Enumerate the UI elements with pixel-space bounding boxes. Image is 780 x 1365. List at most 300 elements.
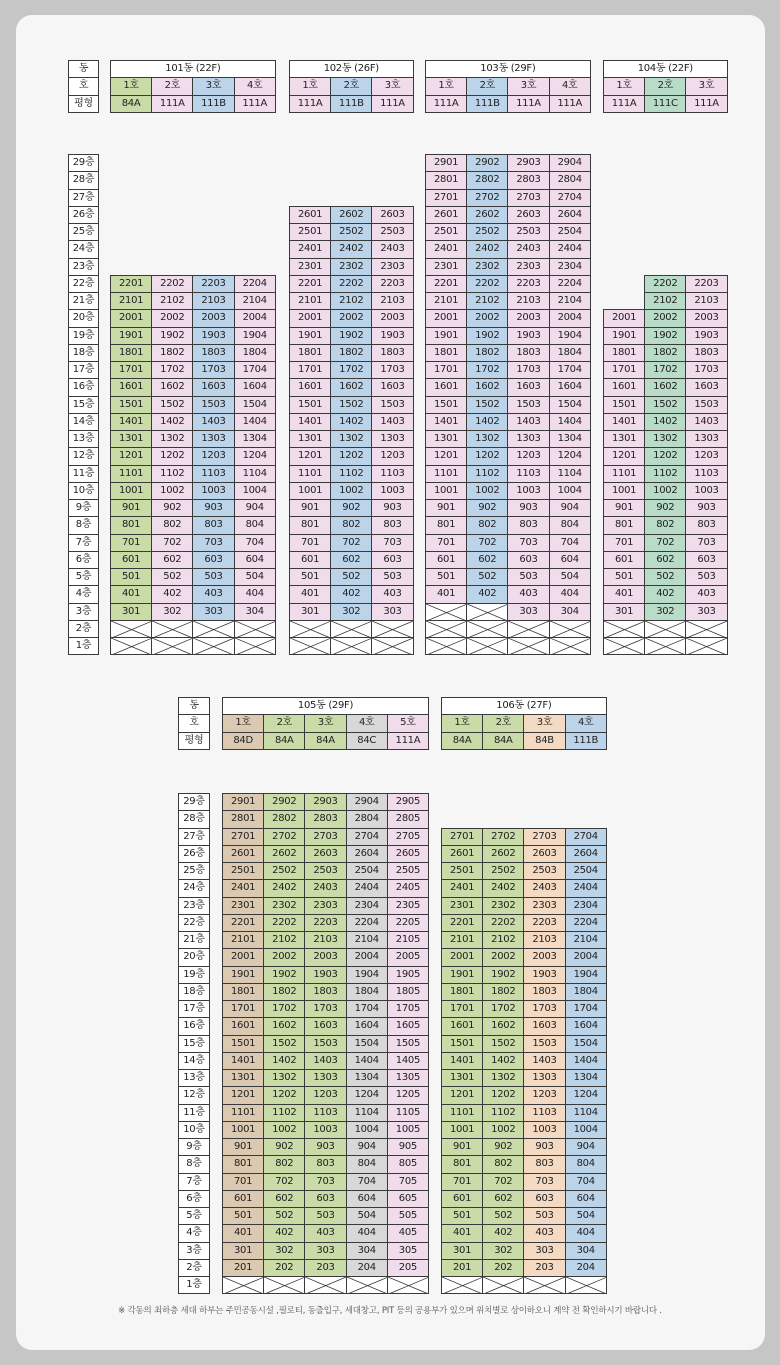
unit-cell: 1303 — [685, 430, 727, 448]
blocked-unit-cell — [603, 637, 645, 655]
unit-cell: 1302 — [151, 430, 193, 448]
unit-cell: 904 — [234, 499, 276, 517]
unit-cell: 1202 — [644, 447, 686, 465]
unit-cell: 2601 — [425, 206, 467, 224]
unit-cell: 404 — [549, 585, 591, 603]
unit-cell: 1402 — [644, 413, 686, 431]
blocked-unit-cell — [603, 620, 645, 638]
unit-cell: 1402 — [482, 1052, 524, 1070]
blocked-unit-cell — [304, 1276, 346, 1294]
unit-cell: 1803 — [371, 344, 413, 362]
unit-cell: 1703 — [371, 361, 413, 379]
unit-cell: 2802 — [466, 171, 508, 189]
unit-cell: 701 — [222, 1173, 264, 1191]
unit-cell: 2103 — [304, 931, 346, 949]
unit-cell: 1104 — [549, 465, 591, 483]
unit-cell: 902 — [330, 499, 372, 517]
unit-cell: 902 — [263, 1138, 305, 1156]
unit-cell: 1404 — [346, 1052, 388, 1070]
unit-cell: 1602 — [644, 378, 686, 396]
unit-cell: 2601 — [441, 845, 483, 863]
unit-cell: 604 — [346, 1190, 388, 1208]
unit-cell: 1201 — [425, 447, 467, 465]
unit-cell: 1004 — [346, 1121, 388, 1139]
unit-cell: 1102 — [482, 1104, 524, 1122]
unit-cell: 903 — [304, 1138, 346, 1156]
blocked-unit-cell — [507, 637, 549, 655]
unit-cell: 1204 — [565, 1086, 607, 1104]
unit-cell: 604 — [234, 551, 276, 569]
unit-cell: 1203 — [523, 1086, 565, 1104]
unit-cell: 1301 — [425, 430, 467, 448]
unit-cell: 2803 — [507, 171, 549, 189]
unit-cell: 1004 — [565, 1121, 607, 1139]
unit-cell: 1002 — [482, 1121, 524, 1139]
unit-cell: 1502 — [263, 1035, 305, 1053]
unit-cell: 1001 — [441, 1121, 483, 1139]
unit-cell: 1503 — [685, 396, 727, 414]
unit-cell: 1303 — [507, 430, 549, 448]
unit-cell: 1801 — [425, 344, 467, 362]
unit-cell: 904 — [565, 1138, 607, 1156]
unit-cell: 403 — [192, 585, 234, 603]
unit-cell: 902 — [644, 499, 686, 517]
floor-label: 18층 — [178, 983, 210, 1001]
unit-cell: 903 — [507, 499, 549, 517]
unit-cell: 2303 — [371, 258, 413, 276]
unit-cell: 2703 — [523, 828, 565, 846]
floor-label: 10층 — [178, 1121, 210, 1139]
unit-cell: 303 — [304, 1242, 346, 1260]
building-name: 106동 (27F) — [441, 697, 607, 715]
unit-line-label: 4호 — [549, 77, 591, 95]
floor-label: 5층 — [178, 1207, 210, 1225]
unit-cell: 2103 — [523, 931, 565, 949]
floor-label: 3층 — [178, 1242, 210, 1260]
unit-cell: 1002 — [330, 482, 372, 500]
unit-cell: 604 — [565, 1190, 607, 1208]
unit-cell: 1502 — [330, 396, 372, 414]
unit-cell: 803 — [685, 516, 727, 534]
blocked-cross-icon — [645, 621, 686, 638]
floor-label: 6층 — [178, 1190, 210, 1208]
unit-cell: 1803 — [304, 983, 346, 1001]
unit-cell: 1901 — [603, 327, 645, 345]
unit-cell: 1503 — [523, 1035, 565, 1053]
unit-type-label: 111A — [234, 95, 276, 113]
unit-cell: 1903 — [523, 966, 565, 984]
unit-cell: 2304 — [565, 897, 607, 915]
floor-label: 21층 — [68, 292, 99, 310]
blocked-cross-icon — [508, 621, 549, 638]
unit-cell: 1201 — [289, 447, 331, 465]
unit-type-label: 84A — [304, 732, 346, 750]
unit-cell: 2402 — [263, 879, 305, 897]
unit-cell: 1301 — [110, 430, 152, 448]
floor-label: 19층 — [68, 327, 99, 345]
unit-cell: 2701 — [425, 189, 467, 207]
unit-cell: 2002 — [330, 309, 372, 327]
unit-cell: 1703 — [304, 1000, 346, 1018]
unit-cell: 704 — [549, 534, 591, 552]
unit-cell: 1404 — [565, 1052, 607, 1070]
unit-cell: 2204 — [565, 914, 607, 932]
blocked-unit-cell — [192, 620, 234, 638]
floor-label: 26층 — [178, 845, 210, 863]
unit-cell: 2404 — [346, 879, 388, 897]
unit-cell: 301 — [110, 603, 152, 621]
unit-cell: 2203 — [192, 275, 234, 293]
unit-cell: 1702 — [466, 361, 508, 379]
unit-cell: 302 — [263, 1242, 305, 1260]
unit-cell: 2401 — [441, 879, 483, 897]
unit-cell: 1004 — [549, 482, 591, 500]
unit-cell: 2702 — [466, 189, 508, 207]
unit-line-label: 1호 — [441, 714, 483, 732]
unit-cell: 2602 — [482, 845, 524, 863]
unit-cell: 1402 — [330, 413, 372, 431]
floor-label: 28층 — [68, 171, 99, 189]
blocked-cross-icon — [331, 638, 372, 655]
blocked-cross-icon — [604, 621, 645, 638]
unit-cell: 802 — [644, 516, 686, 534]
unit-cell: 1302 — [263, 1069, 305, 1087]
unit-cell: 1603 — [685, 378, 727, 396]
unit-cell: 602 — [151, 551, 193, 569]
unit-cell: 1701 — [603, 361, 645, 379]
unit-cell: 1503 — [304, 1035, 346, 1053]
unit-cell: 1401 — [110, 413, 152, 431]
unit-cell: 1902 — [151, 327, 193, 345]
unit-cell: 2503 — [507, 223, 549, 241]
unit-cell: 1004 — [234, 482, 276, 500]
unit-cell: 1405 — [387, 1052, 429, 1070]
floor-label: 21층 — [178, 931, 210, 949]
unit-cell: 1403 — [523, 1052, 565, 1070]
unit-cell: 1903 — [507, 327, 549, 345]
unit-cell: 703 — [523, 1173, 565, 1191]
unit-cell: 2403 — [507, 240, 549, 258]
unit-cell: 1302 — [466, 430, 508, 448]
unit-cell: 905 — [387, 1138, 429, 1156]
unit-cell: 2202 — [644, 275, 686, 293]
blocked-cross-icon — [566, 1277, 607, 1294]
unit-cell: 1401 — [289, 413, 331, 431]
unit-cell: 2104 — [549, 292, 591, 310]
unit-type-label: 111A — [685, 95, 727, 113]
unit-cell: 1902 — [466, 327, 508, 345]
unit-cell: 1702 — [263, 1000, 305, 1018]
unit-cell: 902 — [466, 499, 508, 517]
unit-cell: 1701 — [222, 1000, 264, 1018]
unit-cell: 1803 — [523, 983, 565, 1001]
unit-cell: 2604 — [565, 845, 607, 863]
blocked-cross-icon — [264, 1277, 305, 1294]
unit-cell: 1304 — [549, 430, 591, 448]
unit-cell: 1902 — [482, 966, 524, 984]
unit-cell: 804 — [346, 1155, 388, 1173]
blocked-unit-cell — [110, 637, 152, 655]
unit-cell: 1101 — [110, 465, 152, 483]
unit-cell: 2301 — [222, 897, 264, 915]
unit-cell: 703 — [304, 1173, 346, 1191]
unit-cell: 1103 — [371, 465, 413, 483]
unit-cell: 2002 — [151, 309, 193, 327]
unit-cell: 903 — [523, 1138, 565, 1156]
floor-label: 9층 — [178, 1138, 210, 1156]
floor-label: 11층 — [178, 1104, 210, 1122]
blocked-unit-cell — [263, 1276, 305, 1294]
unit-cell: 2203 — [304, 914, 346, 932]
floor-label: 2층 — [178, 1259, 210, 1277]
unit-cell: 702 — [644, 534, 686, 552]
unit-cell: 1201 — [110, 447, 152, 465]
blocked-unit-cell — [466, 603, 508, 621]
unit-cell: 2203 — [523, 914, 565, 932]
unit-cell: 302 — [644, 603, 686, 621]
unit-cell: 1901 — [222, 966, 264, 984]
unit-cell: 1904 — [234, 327, 276, 345]
unit-cell: 1504 — [346, 1035, 388, 1053]
blocked-cross-icon — [426, 604, 467, 621]
unit-cell: 805 — [387, 1155, 429, 1173]
unit-cell: 403 — [304, 1224, 346, 1242]
unit-cell: 501 — [441, 1207, 483, 1225]
unit-cell: 2503 — [304, 862, 346, 880]
unit-cell: 1604 — [234, 378, 276, 396]
unit-cell: 2102 — [644, 292, 686, 310]
unit-cell: 803 — [523, 1155, 565, 1173]
section-1-ho-label: 호 — [68, 77, 99, 95]
unit-cell: 2002 — [644, 309, 686, 327]
blocked-cross-icon — [467, 621, 508, 638]
blocked-cross-icon — [467, 638, 508, 655]
blocked-cross-icon — [686, 621, 727, 638]
unit-cell: 702 — [330, 534, 372, 552]
unit-cell: 603 — [507, 551, 549, 569]
unit-cell: 901 — [110, 499, 152, 517]
unit-cell: 301 — [603, 603, 645, 621]
unit-cell: 702 — [151, 534, 193, 552]
blocked-unit-cell — [549, 620, 591, 638]
unit-cell: 2101 — [110, 292, 152, 310]
unit-cell: 1103 — [507, 465, 549, 483]
unit-cell: 901 — [222, 1138, 264, 1156]
unit-cell: 1402 — [151, 413, 193, 431]
unit-type-label: 111A — [507, 95, 549, 113]
unit-cell: 2503 — [523, 862, 565, 880]
floor-label: 14층 — [178, 1052, 210, 1070]
unit-cell: 2001 — [110, 309, 152, 327]
unit-line-label: 2호 — [644, 77, 686, 95]
unit-cell: 2201 — [222, 914, 264, 932]
unit-cell: 1301 — [603, 430, 645, 448]
unit-cell: 1804 — [549, 344, 591, 362]
floor-label: 17층 — [68, 361, 99, 379]
unit-cell: 2105 — [387, 931, 429, 949]
unit-cell: 303 — [507, 603, 549, 621]
unit-cell: 2101 — [289, 292, 331, 310]
blocked-cross-icon — [152, 621, 193, 638]
unit-cell: 1402 — [263, 1052, 305, 1070]
blocked-unit-cell — [507, 620, 549, 638]
blocked-unit-cell — [549, 637, 591, 655]
blocked-cross-icon — [508, 638, 549, 655]
unit-cell: 1005 — [387, 1121, 429, 1139]
unit-cell: 1603 — [192, 378, 234, 396]
unit-cell: 402 — [151, 585, 193, 603]
unit-cell: 402 — [644, 585, 686, 603]
blocked-unit-cell — [387, 1276, 429, 1294]
unit-cell: 801 — [222, 1155, 264, 1173]
unit-cell: 1102 — [466, 465, 508, 483]
unit-cell: 1301 — [222, 1069, 264, 1087]
unit-cell: 1204 — [234, 447, 276, 465]
unit-cell: 2203 — [507, 275, 549, 293]
unit-cell: 1501 — [110, 396, 152, 414]
unit-line-label: 4호 — [234, 77, 276, 95]
floor-label: 7층 — [178, 1173, 210, 1191]
unit-cell: 1204 — [549, 447, 591, 465]
unit-cell: 1804 — [565, 983, 607, 1001]
unit-type-label: 111A — [289, 95, 331, 113]
unit-cell: 205 — [387, 1259, 429, 1277]
blocked-unit-cell — [466, 620, 508, 638]
unit-type-label: 111A — [387, 732, 429, 750]
unit-cell: 1102 — [151, 465, 193, 483]
blocked-unit-cell — [425, 637, 467, 655]
unit-cell: 2101 — [425, 292, 467, 310]
unit-cell: 2401 — [425, 240, 467, 258]
unit-cell: 804 — [565, 1155, 607, 1173]
building-name: 101동 (22F) — [110, 60, 276, 78]
blocked-unit-cell — [482, 1276, 524, 1294]
unit-cell: 1903 — [371, 327, 413, 345]
unit-cell: 405 — [387, 1224, 429, 1242]
unit-cell: 1103 — [685, 465, 727, 483]
unit-cell: 1002 — [151, 482, 193, 500]
unit-line-label: 1호 — [289, 77, 331, 95]
unit-line-label: 2호 — [330, 77, 372, 95]
blocked-cross-icon — [152, 638, 193, 655]
unit-cell: 1601 — [603, 378, 645, 396]
unit-cell: 503 — [523, 1207, 565, 1225]
unit-line-label: 5호 — [387, 714, 429, 732]
unit-cell: 1703 — [507, 361, 549, 379]
unit-cell: 2002 — [466, 309, 508, 327]
unit-cell: 1702 — [482, 1000, 524, 1018]
blocked-cross-icon — [524, 1277, 565, 1294]
unit-type-label: 84A — [441, 732, 483, 750]
unit-cell: 1603 — [304, 1017, 346, 1035]
unit-cell: 702 — [466, 534, 508, 552]
unit-cell: 804 — [234, 516, 276, 534]
unit-cell: 401 — [425, 585, 467, 603]
unit-cell: 2502 — [482, 862, 524, 880]
unit-cell: 1603 — [523, 1017, 565, 1035]
blocked-unit-cell — [234, 620, 276, 638]
blocked-unit-cell — [466, 637, 508, 655]
unit-cell: 303 — [192, 603, 234, 621]
unit-cell: 1704 — [234, 361, 276, 379]
unit-cell: 2203 — [371, 275, 413, 293]
unit-cell: 1303 — [523, 1069, 565, 1087]
unit-cell: 1904 — [346, 966, 388, 984]
unit-cell: 802 — [330, 516, 372, 534]
floor-label: 1층 — [68, 637, 99, 655]
unit-type-label: 84B — [523, 732, 565, 750]
floor-label: 13층 — [178, 1069, 210, 1087]
unit-cell: 1301 — [441, 1069, 483, 1087]
unit-cell: 2001 — [603, 309, 645, 327]
unit-cell: 402 — [482, 1224, 524, 1242]
unit-cell: 904 — [549, 499, 591, 517]
unit-cell: 403 — [371, 585, 413, 603]
unit-cell: 901 — [289, 499, 331, 517]
unit-cell: 1801 — [110, 344, 152, 362]
unit-cell: 801 — [603, 516, 645, 534]
unit-cell: 1403 — [371, 413, 413, 431]
unit-cell: 2201 — [110, 275, 152, 293]
unit-cell: 501 — [222, 1207, 264, 1225]
unit-cell: 1502 — [151, 396, 193, 414]
unit-cell: 2902 — [263, 793, 305, 811]
floor-label: 18층 — [68, 344, 99, 362]
unit-cell: 1202 — [263, 1086, 305, 1104]
unit-cell: 703 — [192, 534, 234, 552]
unit-cell: 1902 — [644, 327, 686, 345]
unit-cell: 1102 — [644, 465, 686, 483]
unit-cell: 301 — [289, 603, 331, 621]
unit-cell: 2003 — [371, 309, 413, 327]
unit-cell: 2903 — [507, 154, 549, 172]
unit-cell: 1303 — [304, 1069, 346, 1087]
unit-cell: 603 — [685, 551, 727, 569]
unit-cell: 303 — [371, 603, 413, 621]
section-2-dong-label: 동 — [178, 697, 210, 715]
unit-cell: 1802 — [151, 344, 193, 362]
unit-cell: 1703 — [192, 361, 234, 379]
blocked-cross-icon — [305, 1277, 346, 1294]
unit-cell: 2601 — [222, 845, 264, 863]
unit-cell: 602 — [466, 551, 508, 569]
unit-cell: 401 — [110, 585, 152, 603]
blocked-unit-cell — [425, 603, 467, 621]
unit-cell: 1604 — [346, 1017, 388, 1035]
unit-cell: 802 — [466, 516, 508, 534]
blocked-cross-icon — [347, 1277, 388, 1294]
unit-cell: 1103 — [192, 465, 234, 483]
unit-cell: 2104 — [234, 292, 276, 310]
unit-cell: 2602 — [330, 206, 372, 224]
unit-cell: 605 — [387, 1190, 429, 1208]
blocked-unit-cell — [151, 637, 193, 655]
unit-cell: 2304 — [346, 897, 388, 915]
unit-type-label: 84C — [346, 732, 388, 750]
unit-cell: 504 — [234, 568, 276, 586]
blocked-cross-icon — [331, 621, 372, 638]
unit-cell: 1901 — [441, 966, 483, 984]
floor-label: 25층 — [178, 862, 210, 880]
floor-label: 27층 — [68, 189, 99, 207]
unit-cell: 2805 — [387, 810, 429, 828]
unit-cell: 402 — [466, 585, 508, 603]
unit-cell: 903 — [192, 499, 234, 517]
blocked-unit-cell — [289, 620, 331, 638]
blocked-cross-icon — [686, 638, 727, 655]
unit-cell: 802 — [482, 1155, 524, 1173]
unit-cell: 2403 — [523, 879, 565, 897]
